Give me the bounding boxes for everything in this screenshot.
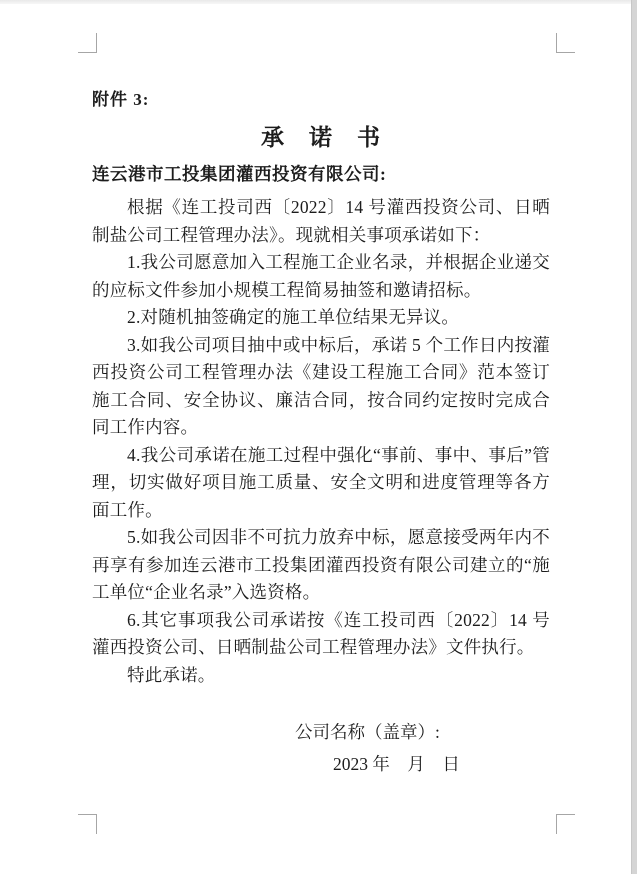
- document-title: 承 诺 书: [261, 125, 381, 150]
- paragraph-item-6: 6.其它事项我公司承诺按《连工投司西〔2022〕14 号灌西投资公司、日晒制盐公司工程管理办法》文件执行。: [92, 609, 550, 657]
- signature-company-line: 公司名称（盖章）:: [295, 722, 440, 742]
- attachment-label: 附件 3:: [92, 90, 150, 109]
- document-text-area: [92, 90, 550, 780]
- signature-date-line: 2023 年 月 日: [333, 754, 460, 774]
- crop-mark-bottom-left: [78, 814, 97, 834]
- page-right-edge-band: [631, 0, 637, 874]
- crop-mark-top-right: [556, 33, 575, 53]
- paragraph-item-5: 5.如我公司因非不可抗力放弃中标，愿意接受两年内不再享有参加连云港市工投集团灌西投资有限公司建立的“施工单位“企业名录”入选资格。: [92, 527, 550, 602]
- signature-block: [92, 716, 550, 780]
- paragraph-intro: 根据《连工投司西〔2022〕14 号灌西投资公司、日晒制盐公司工程管理办法》。现就相关事项承诺如下：: [92, 197, 550, 245]
- addressee-line: 连云港市工投集团灌西投资有限公司:: [92, 164, 387, 184]
- paragraph-item-4: 4.我公司承诺在施工过程中强化“事前、事中、事后”管理，切实做好项目施工质量、安全文明和进度管理等各方面工作。: [92, 444, 550, 520]
- document-body: [92, 194, 550, 689]
- crop-mark-bottom-right: [556, 814, 575, 834]
- paragraph-item-2: 2.对随机抽签确定的施工单位结果无异议。: [127, 307, 460, 327]
- paragraph-item-3: 3.如我公司项目抽中或中标后，承诺 5 个工作日内按灌西投资公司工程管理办法《建设工程施工合同》范本签订施工合同、安全协议、廉洁合同，按合同约定按时完成合同工作内容。: [92, 334, 550, 437]
- crop-mark-top-left: [78, 33, 97, 53]
- paragraph-item-1: 1.我公司愿意加入工程施工企业名录，并根据企业递交的应标文件参加小规模工程简易抽签和邀请招标。: [92, 252, 550, 300]
- paragraph-closing: 特此承诺。: [127, 664, 216, 685]
- page-top-edge-shadow: [0, 0, 637, 4]
